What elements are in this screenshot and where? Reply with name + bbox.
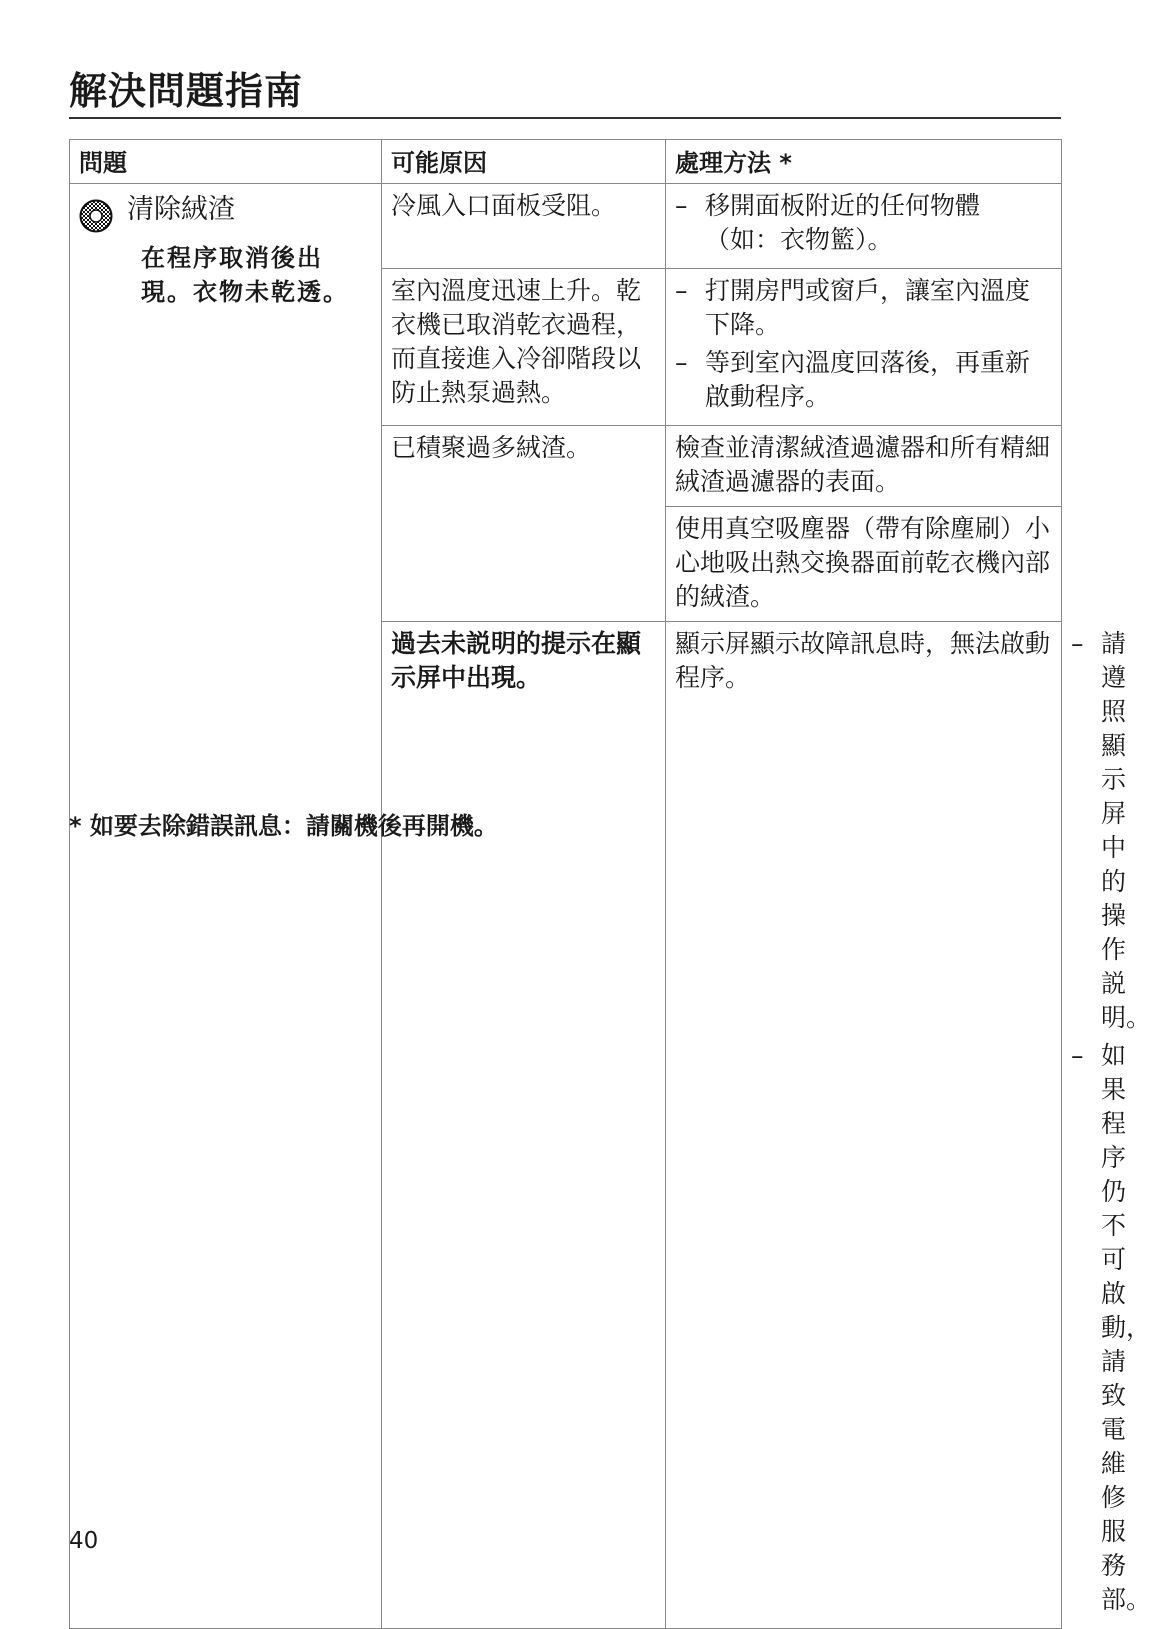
list-item bbox=[1071, 1039, 1151, 1617]
header-cause: 可能原因 bbox=[382, 140, 666, 184]
page-number: 40 bbox=[69, 1528, 99, 1554]
table-row bbox=[70, 184, 1062, 269]
dash-bullet: – bbox=[1071, 1041, 1084, 1070]
title-divider bbox=[69, 117, 1061, 119]
header-problem: 問題 bbox=[70, 140, 382, 184]
problem-cell-display: 過去未説明的提示在顯示屏中出現。 bbox=[382, 622, 666, 1629]
dash-bullet: – bbox=[675, 276, 688, 305]
problem-description: 在程序取消後出現。衣物未乾透。 bbox=[141, 244, 349, 306]
remedy-text: 移開面板附近的任何物體（如：衣物籃）。 bbox=[705, 191, 981, 254]
problem-cell-lint bbox=[70, 184, 382, 1629]
header-remedy: 處理方法 * bbox=[666, 140, 1062, 184]
remedy-text: 請遵照顯示屏中的操作説明。 bbox=[1101, 629, 1151, 1032]
list-item bbox=[675, 189, 1052, 257]
remedy-cell: 使用真空吸塵器（帶有除塵刷）小心地吸出熱交換器面前乾衣機內部的絨渣。 bbox=[666, 507, 1062, 622]
remedy-cell: 檢查並清潔絨渣過濾器和所有精細絨渣過濾器的表面。 bbox=[666, 426, 1062, 507]
troubleshooting-table bbox=[69, 139, 1151, 1629]
remedy-list bbox=[675, 189, 1052, 257]
cause-cell: 顯示屏顯示故障訊息時，無法啟動程序。 bbox=[666, 622, 1062, 1629]
cause-cell: 冷風入口面板受阻。 bbox=[382, 184, 666, 269]
remedy-text: 打開房門或窗戶，讓室內溫度下降。 bbox=[705, 276, 1031, 339]
table-header-row bbox=[70, 140, 1062, 184]
cause-cell: 已積聚過多絨渣。 bbox=[382, 426, 666, 622]
list-item bbox=[675, 346, 1052, 414]
dash-bullet: – bbox=[1071, 629, 1084, 658]
remedy-cell bbox=[666, 269, 1062, 426]
remedy-list bbox=[675, 274, 1052, 414]
remedy-cell bbox=[666, 184, 1062, 269]
remedy-text: 如果程序仍不可啟動，請致電維修服務部。 bbox=[1101, 1041, 1151, 1614]
remedy-text: 等到室內溫度回落後，再重新啟動程序。 bbox=[705, 348, 1031, 411]
list-item bbox=[675, 274, 1052, 342]
lint-filter-icon bbox=[79, 199, 113, 233]
footnote: * 如要去除錯誤訊息：請關機後再開機。 bbox=[69, 812, 498, 840]
problem-heading bbox=[79, 193, 372, 233]
lint-label: 清除絨渣 bbox=[127, 194, 235, 225]
cause-cell: 室內溫度迅速上升。乾衣機已取消乾衣過程，而直接進入冷卻階段以防止熱泵過熱。 bbox=[382, 269, 666, 426]
dash-bullet: – bbox=[675, 191, 688, 220]
page-title: 解決問題指南 bbox=[69, 69, 304, 113]
list-item bbox=[1071, 627, 1151, 1035]
dash-bullet: – bbox=[675, 348, 688, 377]
